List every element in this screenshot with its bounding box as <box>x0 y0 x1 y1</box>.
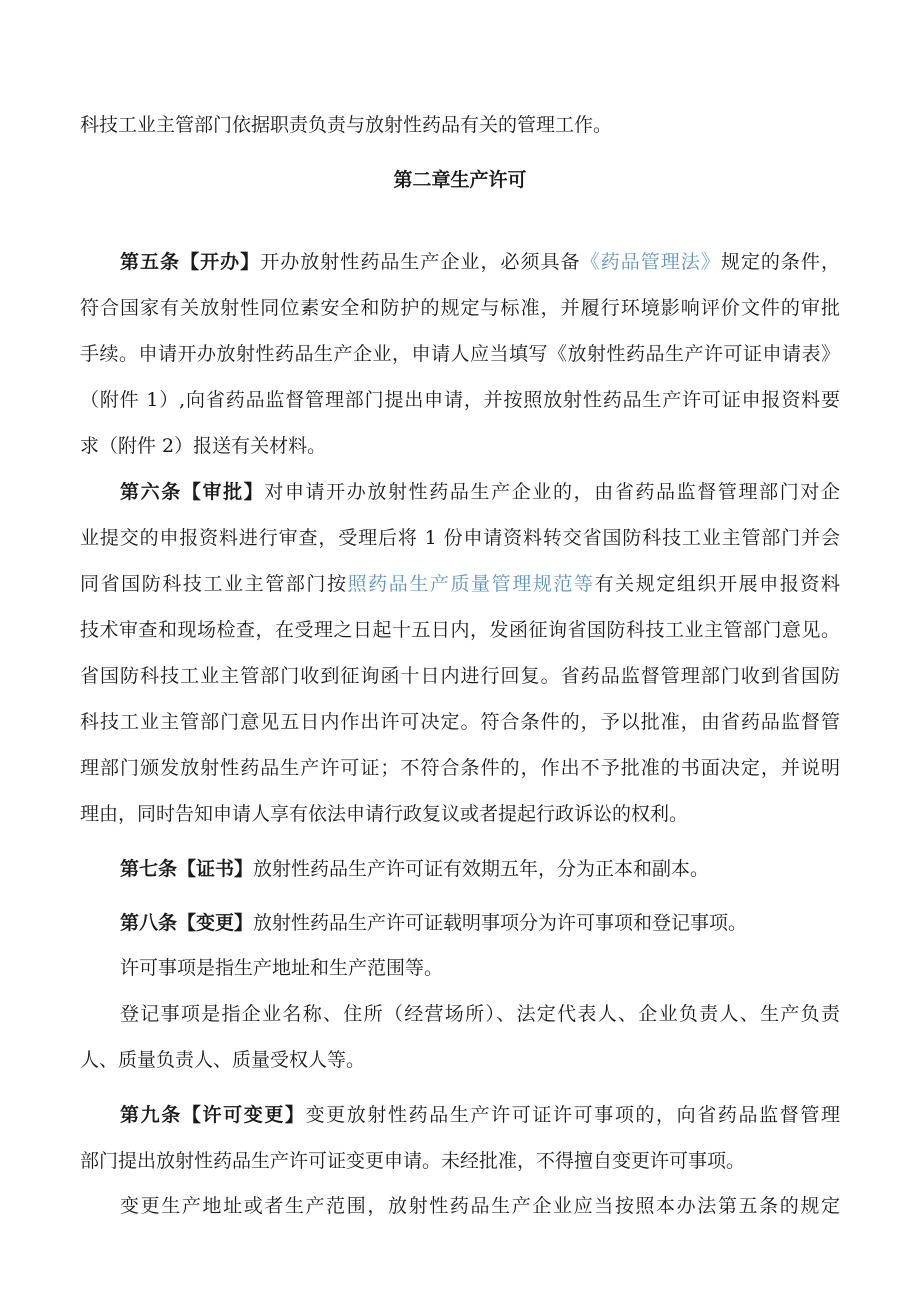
article-5-line-3: 手续。申请开办放射性药品生产企业，申请人应当填写《放射性药品生产许可证申请表》 <box>80 343 840 365</box>
article-5-line-5: 求（附件 2）报送有关材料。 <box>80 435 327 457</box>
article-9-line-2: 部门提出放射性药品生产许可证变更申请。未经批准，不得擅自变更许可事项。 <box>80 1150 746 1172</box>
article-6-line-1 <box>120 479 840 505</box>
article-5-text: 开办放射性药品生产企业，必须具备 <box>260 251 581 273</box>
article-6-line-6: 科技工业主管部门意见五日内作出许可决定。符合条件的，予以批准，由省药品监督管 <box>80 711 840 733</box>
article-6-label: 第六条【审批】 <box>120 481 265 503</box>
article-6-line-5: 省国防科技工业主管部门收到征询函十日内进行回复。省药品监督管理部门收到省国防 <box>80 665 840 687</box>
article-6-text: 对申请开办放射性药品生产企业的，由省药品监督管理部门对企 <box>264 481 840 503</box>
article-6-text: 有关规定组织开展申报资料 <box>594 573 840 595</box>
article-6-line-8: 理由，同时告知申请人享有依法申请行政复议或者提起行政诉讼的权利。 <box>80 803 689 825</box>
article-5-line-2: 符合国家有关放射性同位素安全和防护的规定与标准，并履行环境影响评价文件的审批 <box>80 297 840 319</box>
article-8-text: 放射性药品生产许可证载明事项分为许可事项和登记事项。 <box>253 912 748 934</box>
article-9-label: 第九条【许可变更】 <box>120 1104 306 1126</box>
article-7-line-1 <box>120 856 840 882</box>
article-5-line-4: （附件 1）,向省药品监督管理部门提出申请，并按照放射性药品生产许可证申报资料要 <box>80 389 840 411</box>
gmp-link[interactable]: 照药品生产质量管理规范等 <box>347 573 595 595</box>
article-8-paragraph-2: 许可事项是指生产地址和生产范围等。 <box>120 957 444 979</box>
article-7-label: 第七条【证书】 <box>120 858 254 880</box>
paragraph-line: 科技工业主管部门依据职责负责与放射性药品有关的管理工作。 <box>80 114 613 136</box>
article-9-text: 变更放射性药品生产许可证许可事项的，向省药品监督管理 <box>305 1104 840 1126</box>
article-8-label: 第八条【变更】 <box>120 912 254 934</box>
article-5-label: 第五条【开办】 <box>120 251 261 273</box>
article-8-paragraph-3-line-2: 人、质量负责人、质量受权人等。 <box>80 1049 366 1071</box>
article-6-line-7: 理部门颁发放射性药品生产许可证；不符合条件的，作出不予批准的书面决定，并说明 <box>80 757 840 779</box>
article-5-line-1 <box>120 249 840 275</box>
article-9-line-1 <box>120 1102 840 1128</box>
article-9-paragraph-2-line-1: 变更生产地址或者生产范围，放射性药品生产企业应当按照本办法第五条的规定 <box>120 1195 840 1217</box>
drug-administration-law-link[interactable]: 《药品管理法》 <box>580 251 721 273</box>
article-7-text: 放射性药品生产许可证有效期五年，分为正本和副本。 <box>253 858 710 880</box>
article-8-paragraph-3-line-1: 登记事项是指企业名称、住所（经营场所）、法定代表人、企业负责人、生产负责 <box>120 1003 840 1025</box>
article-6-line-2: 业提交的申报资料进行审查，受理后将 1 份申请资料转交省国防科技工业主管部门并会 <box>80 527 840 549</box>
article-5-text: 规定的条件， <box>720 251 840 273</box>
article-6-text: 同省国防科技工业主管部门按 <box>80 573 348 595</box>
article-8-line-1 <box>120 910 840 936</box>
chapter-title: 第二章生产许可 <box>393 169 527 191</box>
article-6-line-3 <box>80 571 840 597</box>
article-6-line-4: 技术审查和现场检查，在受理之日起十五日内，发函征询省国防科技工业主管部门意见。 <box>80 619 840 641</box>
